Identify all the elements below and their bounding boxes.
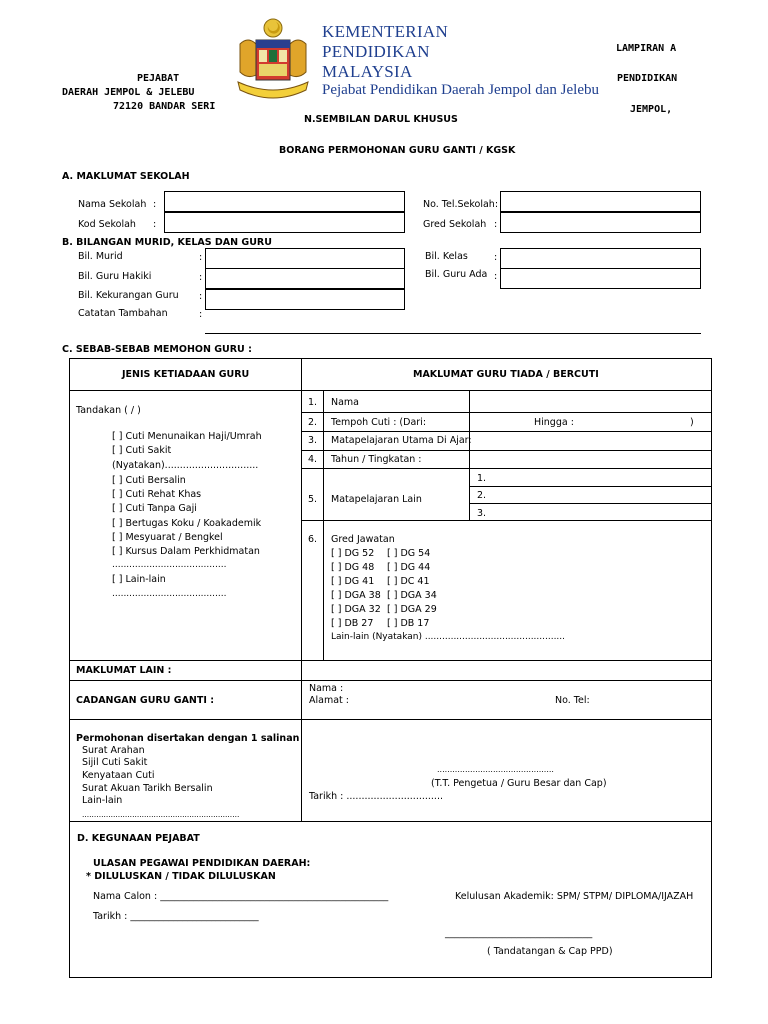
bil-murid-label: Bil. Murid <box>78 251 123 262</box>
bil-guru-hakiki-label: Bil. Guru Hakiki <box>78 271 152 282</box>
option-nyatakan[interactable]: (Nyatakan)............................... <box>112 460 259 471</box>
colon: : <box>153 219 157 230</box>
colon: : <box>199 252 203 263</box>
signature-label: (T.T. Pengetua / Guru Besar dan Cap) <box>431 778 607 789</box>
section-a-title: A. MAKLUMAT SEKOLAH <box>62 171 190 182</box>
option-mesyuarat[interactable]: [ ] Mesyuarat / Bengkel <box>112 532 223 543</box>
option-lain-lain[interactable]: [ ] Lain-lain <box>112 574 166 585</box>
option-cuti-sakit[interactable]: [ ] Cuti Sakit <box>112 445 172 456</box>
state-line: N.SEMBILAN DARUL KHUSUS <box>304 114 458 125</box>
gred-option[interactable]: [ ] DGA 32 <box>331 604 381 615</box>
ppd-signature-line[interactable]: _______________________________ <box>445 928 593 939</box>
cadangan-no-tel[interactable]: No. Tel: <box>555 695 590 706</box>
right-line-2: JEMPOL, <box>630 104 673 115</box>
gred-option[interactable]: [ ] DG 52 <box>331 548 375 559</box>
ulasan-label: ULASAN PEGAWAI PENDIDIKAN DAERAH: <box>93 858 311 869</box>
permohonan-dots: .................................................................. <box>82 810 240 819</box>
coat-of-arms-logo <box>228 14 318 106</box>
gred-option[interactable]: [ ] DG 41 <box>331 576 375 587</box>
row-3-num: 3. <box>308 435 318 446</box>
tarikh-d-field[interactable]: Tarikh : ___________________________ <box>93 911 259 922</box>
option-lain-dots[interactable]: ........................................ <box>112 589 227 599</box>
maklumat-lain-label: MAKLUMAT LAIN : <box>76 665 172 676</box>
no-tel-sekolah-field[interactable] <box>500 191 701 212</box>
colon: : <box>199 272 203 283</box>
nama-calon-field[interactable]: Nama Calon : ________________________________________________ <box>93 891 389 902</box>
lampiran-label: LAMPIRAN A <box>616 43 677 54</box>
form-title: BORANG PERMOHONAN GURU GANTI / KGSK <box>279 145 516 156</box>
office-line-2: DAERAH JEMPOL & JELEBU <box>62 87 195 98</box>
row-5-sub-2: 2. <box>477 490 487 501</box>
colon: : <box>494 252 498 263</box>
row-5-sub-3: 3. <box>477 508 487 519</box>
row-2-hingga: Hingga : <box>534 417 574 428</box>
cadangan-alamat[interactable]: Alamat : <box>309 695 349 706</box>
gred-option[interactable]: [ ] DGA 29 <box>387 604 437 615</box>
colon: : <box>494 219 498 230</box>
ppd-signature-label: ( Tandatangan & Cap PPD) <box>487 946 613 957</box>
gred-option[interactable]: [ ] DG 54 <box>387 548 431 559</box>
bil-guru-ada-label: Bil. Guru Ada <box>425 269 488 280</box>
bil-murid-field[interactable] <box>205 248 405 269</box>
nama-sekolah-field[interactable] <box>164 191 405 212</box>
gred-option[interactable]: [ ] DC 41 <box>387 576 430 587</box>
gred-option[interactable]: [ ] DG 44 <box>387 562 431 573</box>
row-4-label: Tahun / Tingkatan : <box>331 454 422 465</box>
catatan-label: Catatan Tambahan <box>78 308 168 319</box>
row-4-num: 4. <box>308 454 318 465</box>
ministry-name-3: MALAYSIA <box>322 62 413 81</box>
office-line-3: 72120 BANDAR SERI <box>113 101 216 112</box>
row-5-label: Matapelajaran Lain <box>331 494 422 505</box>
section-d-title: D. KEGUNAAN PEJABAT <box>77 833 200 844</box>
permohonan-item: Surat Akuan Tarikh Bersalin <box>82 783 213 794</box>
bil-kekurangan-label: Bil. Kekurangan Guru <box>78 290 179 301</box>
bil-kelas-label: Bil. Kelas <box>425 251 468 262</box>
ministry-subtitle: Pejabat Pendidikan Daerah Jempol dan Jelebu <box>322 82 600 98</box>
catatan-line[interactable] <box>205 333 701 334</box>
row-2-label: Tempoh Cuti : (Dari: <box>331 417 427 428</box>
row-5-sub-1: 1. <box>477 473 487 484</box>
row-2-close: ) <box>690 417 694 428</box>
row-1-label: Nama <box>331 397 360 408</box>
option-kursus-dots[interactable]: ........................................ <box>112 560 227 570</box>
gred-sekolah-label: Gred Sekolah <box>423 219 487 230</box>
kod-sekolah-label: Kod Sekolah <box>78 219 136 230</box>
gred-option[interactable]: [ ] DGA 38 <box>331 590 381 601</box>
option-tanpa-gaji[interactable]: [ ] Cuti Tanpa Gaji <box>112 503 197 514</box>
row-3-label: Matapelajaran Utama Di Ajar: <box>331 435 472 446</box>
nama-sekolah-label: Nama Sekolah <box>78 199 147 210</box>
no-tel-sekolah-label: No. Tel.Sekolah: <box>423 199 499 210</box>
row-5-num: 5. <box>308 494 318 505</box>
kelulusan-akademik[interactable]: Kelulusan Akademik: SPM/ STPM/ DIPLOMA/IJAZAH <box>455 891 694 902</box>
col2-header: MAKLUMAT GURU TIADA / BERCUTI <box>413 369 599 380</box>
keputusan-label[interactable]: * DILULUSKAN / TIDAK DILULUSKAN <box>86 871 276 882</box>
option-haji[interactable]: [ ] Cuti Menunaikan Haji/Umrah <box>112 431 262 442</box>
office-line-1: PEJABAT <box>137 73 180 84</box>
table-divider <box>301 358 302 821</box>
ministry-name-2: PENDIDIKAN <box>322 42 430 61</box>
row-2-num: 2. <box>308 417 318 428</box>
ministry-name-1: KEMENTERIAN <box>322 22 449 41</box>
cadangan-label: CADANGAN GURU GANTI : <box>76 695 214 706</box>
colon: : <box>153 199 157 210</box>
section-b-title: B. BILANGAN MURID, KELAS DAN GURU <box>62 237 272 248</box>
kod-sekolah-field[interactable] <box>164 212 405 233</box>
gred-option[interactable]: [ ] DGA 34 <box>387 590 437 601</box>
permohonan-item: Sijil Cuti Sakit <box>82 757 148 768</box>
bil-guru-hakiki-field[interactable] <box>205 268 405 289</box>
permohonan-item: Lain-lain <box>82 795 123 806</box>
col1-header: JENIS KETIADAAN GURU <box>122 369 250 380</box>
bil-kekurangan-field[interactable] <box>205 289 405 310</box>
permohonan-item: Kenyataan Cuti <box>82 770 155 781</box>
permohonan-item: Surat Arahan <box>82 745 145 756</box>
section-c-title: C. SEBAB-SEBAB MEMOHON GURU : <box>62 344 252 355</box>
signature-dots[interactable]: .............................................. <box>437 765 554 774</box>
tandakan-label: Tandakan ( / ) <box>76 405 141 416</box>
option-bersalin[interactable]: [ ] Cuti Bersalin <box>112 475 186 486</box>
colon: : <box>199 291 203 302</box>
colon: : <box>199 309 203 320</box>
row-1-num: 1. <box>308 397 318 408</box>
bil-guru-ada-field[interactable] <box>500 268 701 289</box>
row-6-num: 6. <box>308 534 318 545</box>
gred-option[interactable]: [ ] DG 48 <box>331 562 375 573</box>
option-kursus[interactable]: [ ] Kursus Dalam Perkhidmatan <box>112 546 260 557</box>
gred-option[interactable]: [ ] DB 27 <box>331 618 374 629</box>
row-6-label: Gred Jawatan <box>331 534 395 545</box>
option-koku[interactable]: [ ] Bertugas Koku / Koakademik <box>112 518 262 529</box>
permohonan-title: Permohonan disertakan dengan 1 salinan <box>76 733 300 744</box>
gred-option[interactable]: [ ] DB 17 <box>387 618 430 629</box>
right-line-1: PENDIDIKAN <box>617 73 678 84</box>
option-rehat-khas[interactable]: [ ] Cuti Rehat Khas <box>112 489 202 500</box>
gred-lain-lain[interactable]: Lain-lain (Nyatakan) ................................................. <box>331 632 566 642</box>
cadangan-nama[interactable]: Nama : <box>309 683 344 694</box>
tarikh-c[interactable]: Tarikh : ................................ <box>309 791 443 802</box>
gred-sekolah-field[interactable] <box>500 212 701 233</box>
bil-kelas-field[interactable] <box>500 248 701 269</box>
colon: : <box>494 271 498 282</box>
